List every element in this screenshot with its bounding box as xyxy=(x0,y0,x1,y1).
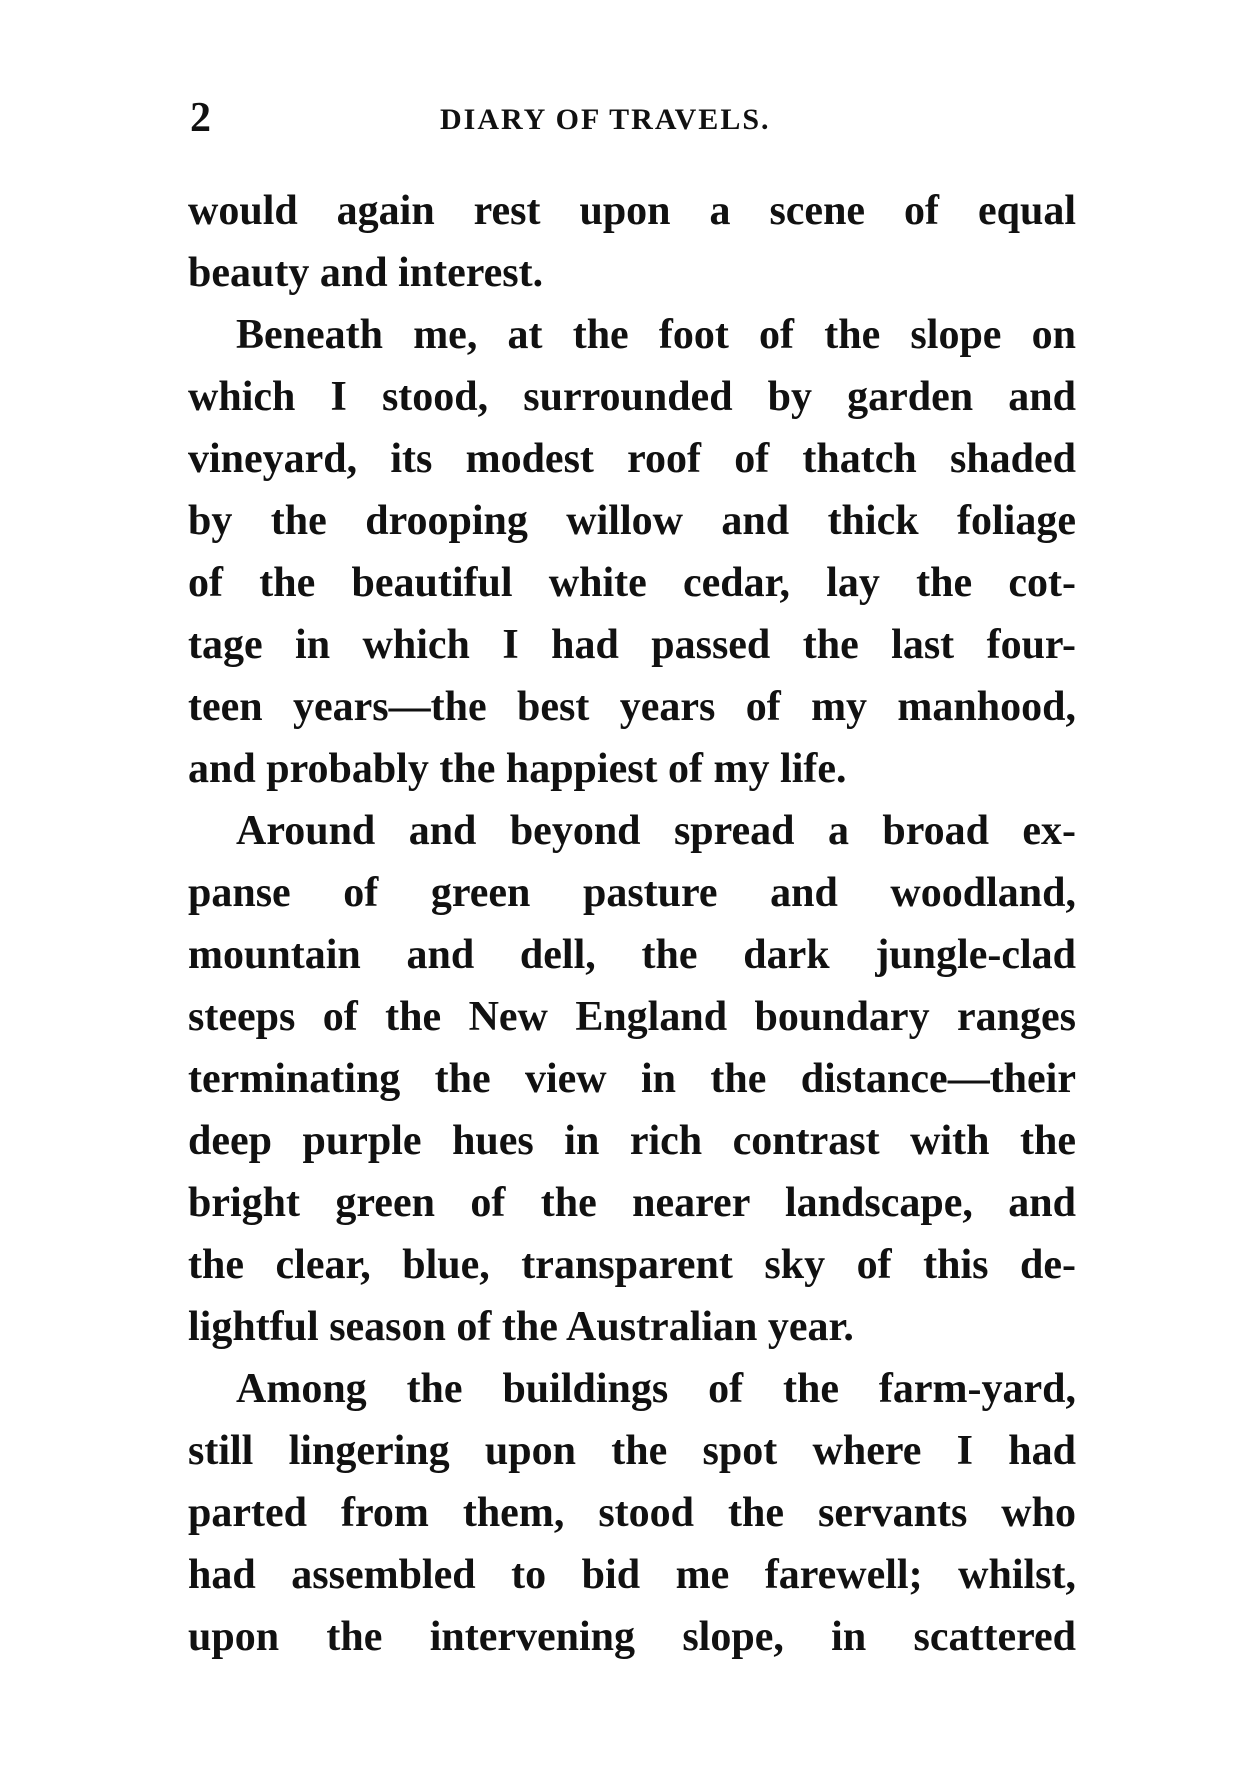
text-line: mountain and dell, the dark jungle-clad xyxy=(188,932,1076,978)
text-line: the clear, blue, transparent sky of this de- xyxy=(188,1242,1076,1288)
text-line: tage in which I had passed the last four- xyxy=(188,622,1076,668)
text-line: beauty and interest. xyxy=(188,250,544,296)
text-line: which I stood, surrounded by garden and xyxy=(188,374,1076,420)
text-line: panse of green pasture and woodland, xyxy=(188,870,1076,916)
text-line: still lingering upon the spot where I had xyxy=(188,1428,1076,1474)
text-line: of the beautiful white cedar, lay the cot- xyxy=(188,560,1076,606)
running-head xyxy=(190,88,1076,148)
text-line: bright green of the nearer landscape, and xyxy=(188,1180,1076,1226)
text-line: had assembled to bid me farewell; whilst, xyxy=(188,1552,1076,1598)
text-line: upon the intervening slope, in scattered xyxy=(188,1614,1076,1660)
text-line: Around and beyond spread a broad ex- xyxy=(236,808,1076,854)
text-line: terminating the view in the distance—their xyxy=(188,1056,1076,1102)
text-line: teen years—the best years of my manhood, xyxy=(188,684,1076,730)
text-line: Beneath me, at the foot of the slope on xyxy=(236,312,1076,358)
text-line: steeps of the New England boundary ranges xyxy=(188,994,1076,1040)
text-line: lightful season of the Australian year. xyxy=(188,1304,854,1350)
page-number: 2 xyxy=(190,95,211,141)
text-line: Among the buildings of the farm-yard, xyxy=(236,1366,1076,1412)
body-text xyxy=(188,180,1076,1668)
text-line: vineyard, its modest roof of thatch shaded xyxy=(188,436,1076,482)
running-title: DIARY OF TRAVELS. xyxy=(440,103,771,136)
text-line: and probably the happiest of my life. xyxy=(188,746,847,792)
text-line: deep purple hues in rich contrast with the xyxy=(188,1118,1076,1164)
text-line: parted from them, stood the servants who xyxy=(188,1490,1076,1536)
text-line: would again rest upon a scene of equal xyxy=(188,188,1076,234)
text-line: by the drooping willow and thick foliage xyxy=(188,498,1076,544)
